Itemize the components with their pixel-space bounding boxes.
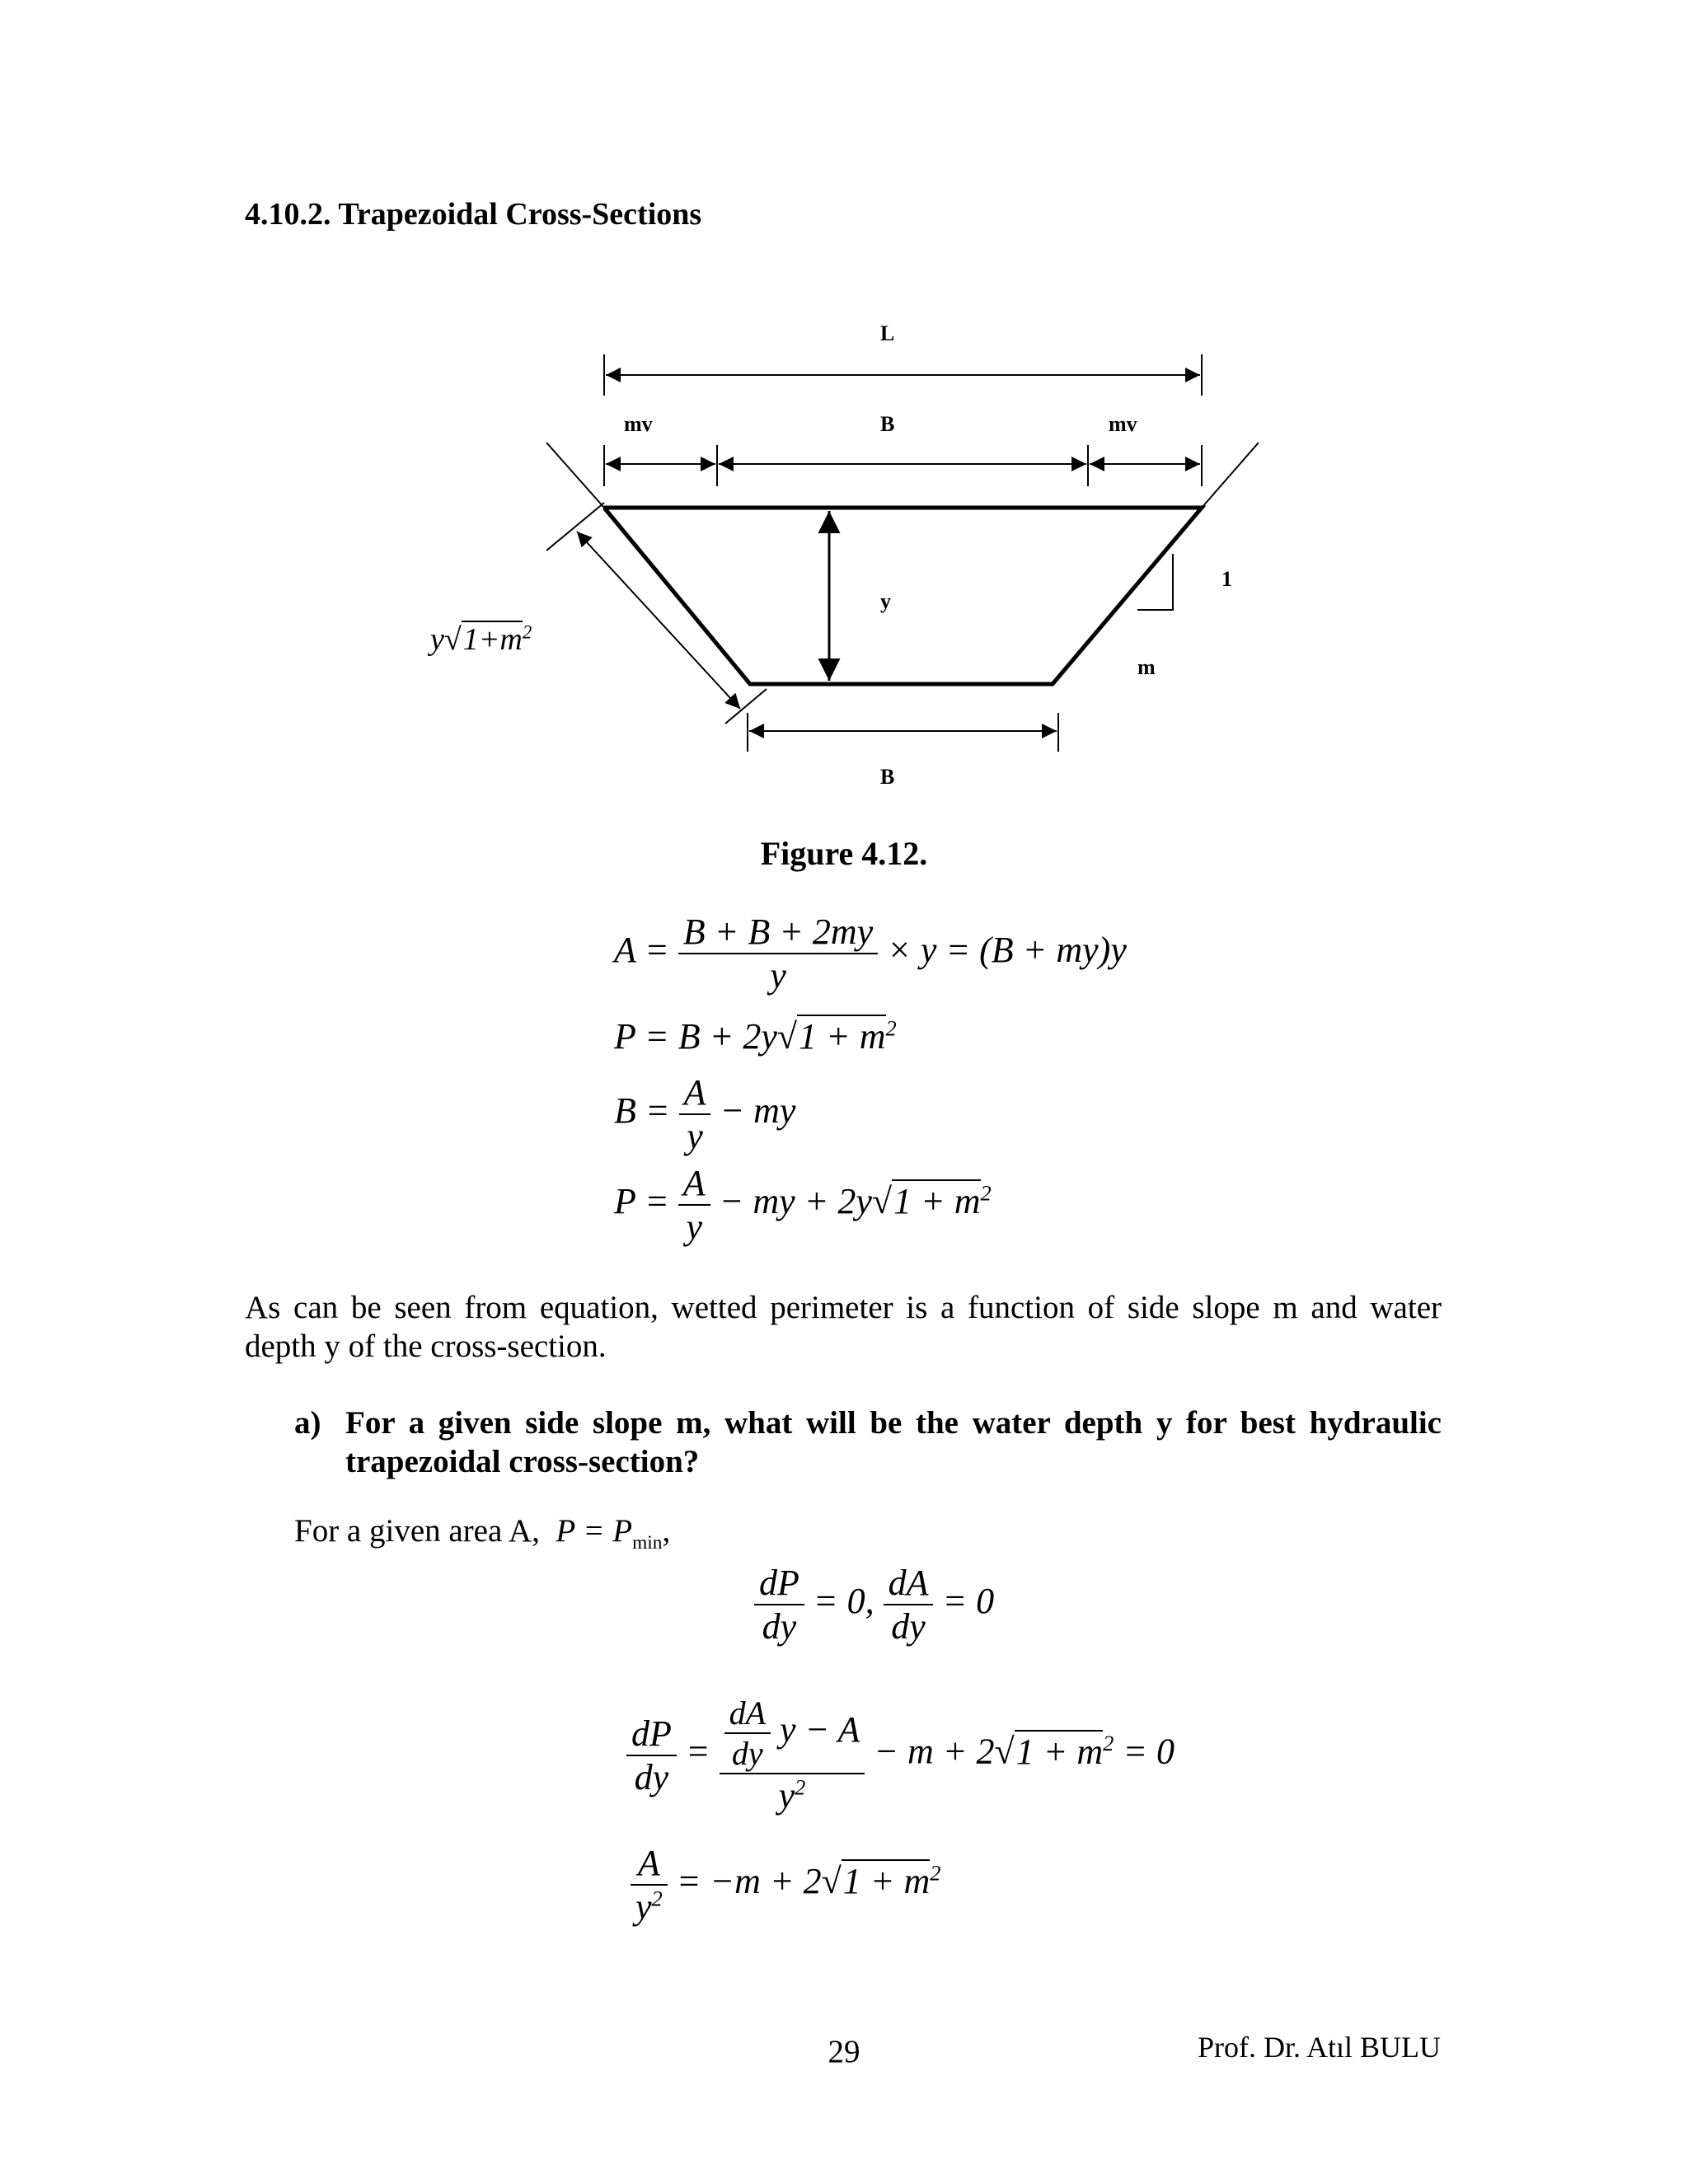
label-one: 1 [1221, 567, 1232, 591]
label-L: L [880, 321, 895, 345]
slope-length-dimension-line [577, 532, 740, 709]
label-y: y [880, 589, 891, 613]
author-footer: Prof. Dr. Atıl BULU [1197, 2031, 1441, 2064]
section-heading: 4.10.2. Trapezoidal Cross-Sections [245, 197, 702, 232]
label-m: m [1137, 655, 1156, 679]
label-B-bottom: B [880, 765, 895, 789]
label-B-top: B [880, 412, 895, 436]
perimeter-equation: $P = B + 2y√1 + m^2$ [614, 1015, 897, 1057]
given-condition: For a given area A, $P = P_{min}$, [294, 1513, 671, 1554]
question-a [294, 1404, 1442, 1481]
label-slope-length: $y√1+m^2$ [430, 621, 532, 657]
trapezoid-figure [0, 0, 1688, 824]
page-number: 29 [828, 2034, 860, 2069]
label-mv-right: mv [1109, 412, 1137, 436]
result-equation: $\frac{A}{y^2}$ = $-m + 2√1 + m^2$ [631, 1842, 940, 1928]
area-equation: A = $\frac{B + B + 2my}{y}$ × y = (B + my)y [614, 912, 1127, 996]
figure-caption: Figure 4.12. [760, 835, 928, 872]
derivative-condition: $\frac{dP}{dy}$ = 0, $\frac{dA}{dy}$ = 0 [754, 1562, 994, 1647]
derivative-equation: $\frac{dP}{dy}$ = $\frac{dA}{dy}$ y − A $y^2$ − $m + 2√1 + m^2 = 0$ [626, 1694, 1175, 1816]
question-marker: a) [294, 1405, 321, 1441]
label-mv-left: mv [624, 412, 653, 436]
perimeter-equation-2: P = $\frac{A}{y}$ − my + $2y√1 + m^2$ [614, 1163, 992, 1247]
b-equation: B = $\frac{A}{y}$ − my [614, 1072, 796, 1156]
question-text: For a given side slope m, what will be the water depth y for best hydraulic trapezoidal cross-section? [345, 1405, 1442, 1479]
body-paragraph: As can be seen from equation, wetted perimeter is a function of side slope m and water depth y of the cross-section. [245, 1290, 1442, 1364]
